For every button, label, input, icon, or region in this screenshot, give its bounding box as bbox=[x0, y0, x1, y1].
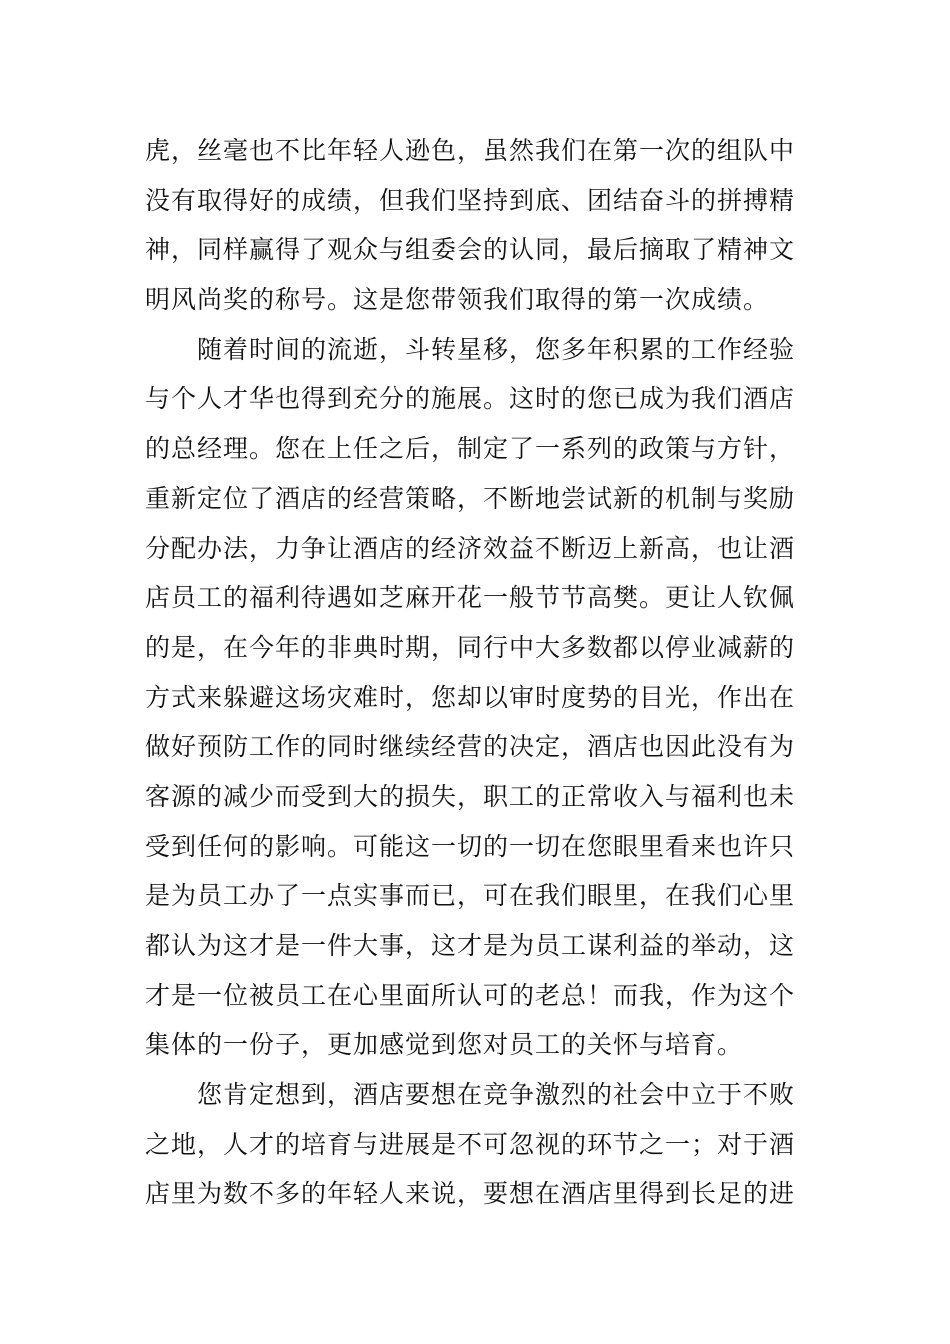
text-line: 您肯定想到，酒店要想在竞争激烈的社会中立于不败 bbox=[197, 1080, 796, 1110]
text-line: 做好预防工作的同时继续经营的决定，酒店也因此没有为 bbox=[145, 732, 796, 762]
text-line: 都认为这才是一件大事，这才是为员工谋利益的举动，这 bbox=[145, 931, 796, 960]
text-line: 与个人才华也得到充分的施展。这时的您已成为我们酒店 bbox=[145, 384, 796, 414]
text-line: 之地，人才的培育与进展是不可忽视的环节之一；对于酒 bbox=[145, 1129, 796, 1159]
text-line: 是为员工办了一点实事而已，可在我们眼里，在我们心里 bbox=[145, 881, 796, 911]
text-line: 才是一位被员工在心里面所认可的老总！而我，作为这个 bbox=[145, 980, 796, 1010]
body-text bbox=[145, 126, 810, 1219]
text-line: 的是，在今年的非典时期，同行中大多数都以停业减薪的 bbox=[145, 632, 796, 662]
text-line: 的总经理。您在上任之后，制定了一系列的政策与方针， bbox=[145, 434, 796, 464]
text-line: 明风尚奖的称号。这是您带领我们取得的第一次成绩。 bbox=[145, 285, 770, 315]
text-line: 重新定位了酒店的经营策略，不断地尝试新的机制与奖励 bbox=[145, 483, 796, 513]
text-line: 集体的一份子，更加感觉到您对员工的关怀与培育。 bbox=[145, 1030, 744, 1060]
text-line: 分配办法，力争让酒店的经济效益不断迈上新高，也让酒 bbox=[145, 533, 796, 563]
text-line: 没有取得好的成绩，但我们坚持到底、团结奋斗的拼搏精 bbox=[145, 185, 796, 215]
text-line: 客源的减少而受到大的损失，职工的正常收入与福利也未 bbox=[145, 781, 796, 811]
text-line: 店里为数不多的年轻人来说，要想在酒店里得到长足的进 bbox=[145, 1179, 796, 1209]
text-line: 受到任何的影响。可能这一切的一切在您眼里看来也许只 bbox=[145, 831, 796, 861]
text-line: 神，同样赢得了观众与组委会的认同，最后摘取了精神文 bbox=[145, 235, 796, 265]
text-line: 随着时间的流逝，斗转星移，您多年积累的工作经验 bbox=[197, 334, 796, 364]
text-line: 店员工的福利待遇如芝麻开花一般节节高樊。更让人钦佩 bbox=[145, 583, 796, 613]
text-line: 方式来躲避这场灾难时，您却以审时度势的目光，作出在 bbox=[145, 682, 796, 712]
text-line: 虎，丝毫也不比年轻人逊色，虽然我们在第一次的组队中 bbox=[145, 136, 796, 165]
